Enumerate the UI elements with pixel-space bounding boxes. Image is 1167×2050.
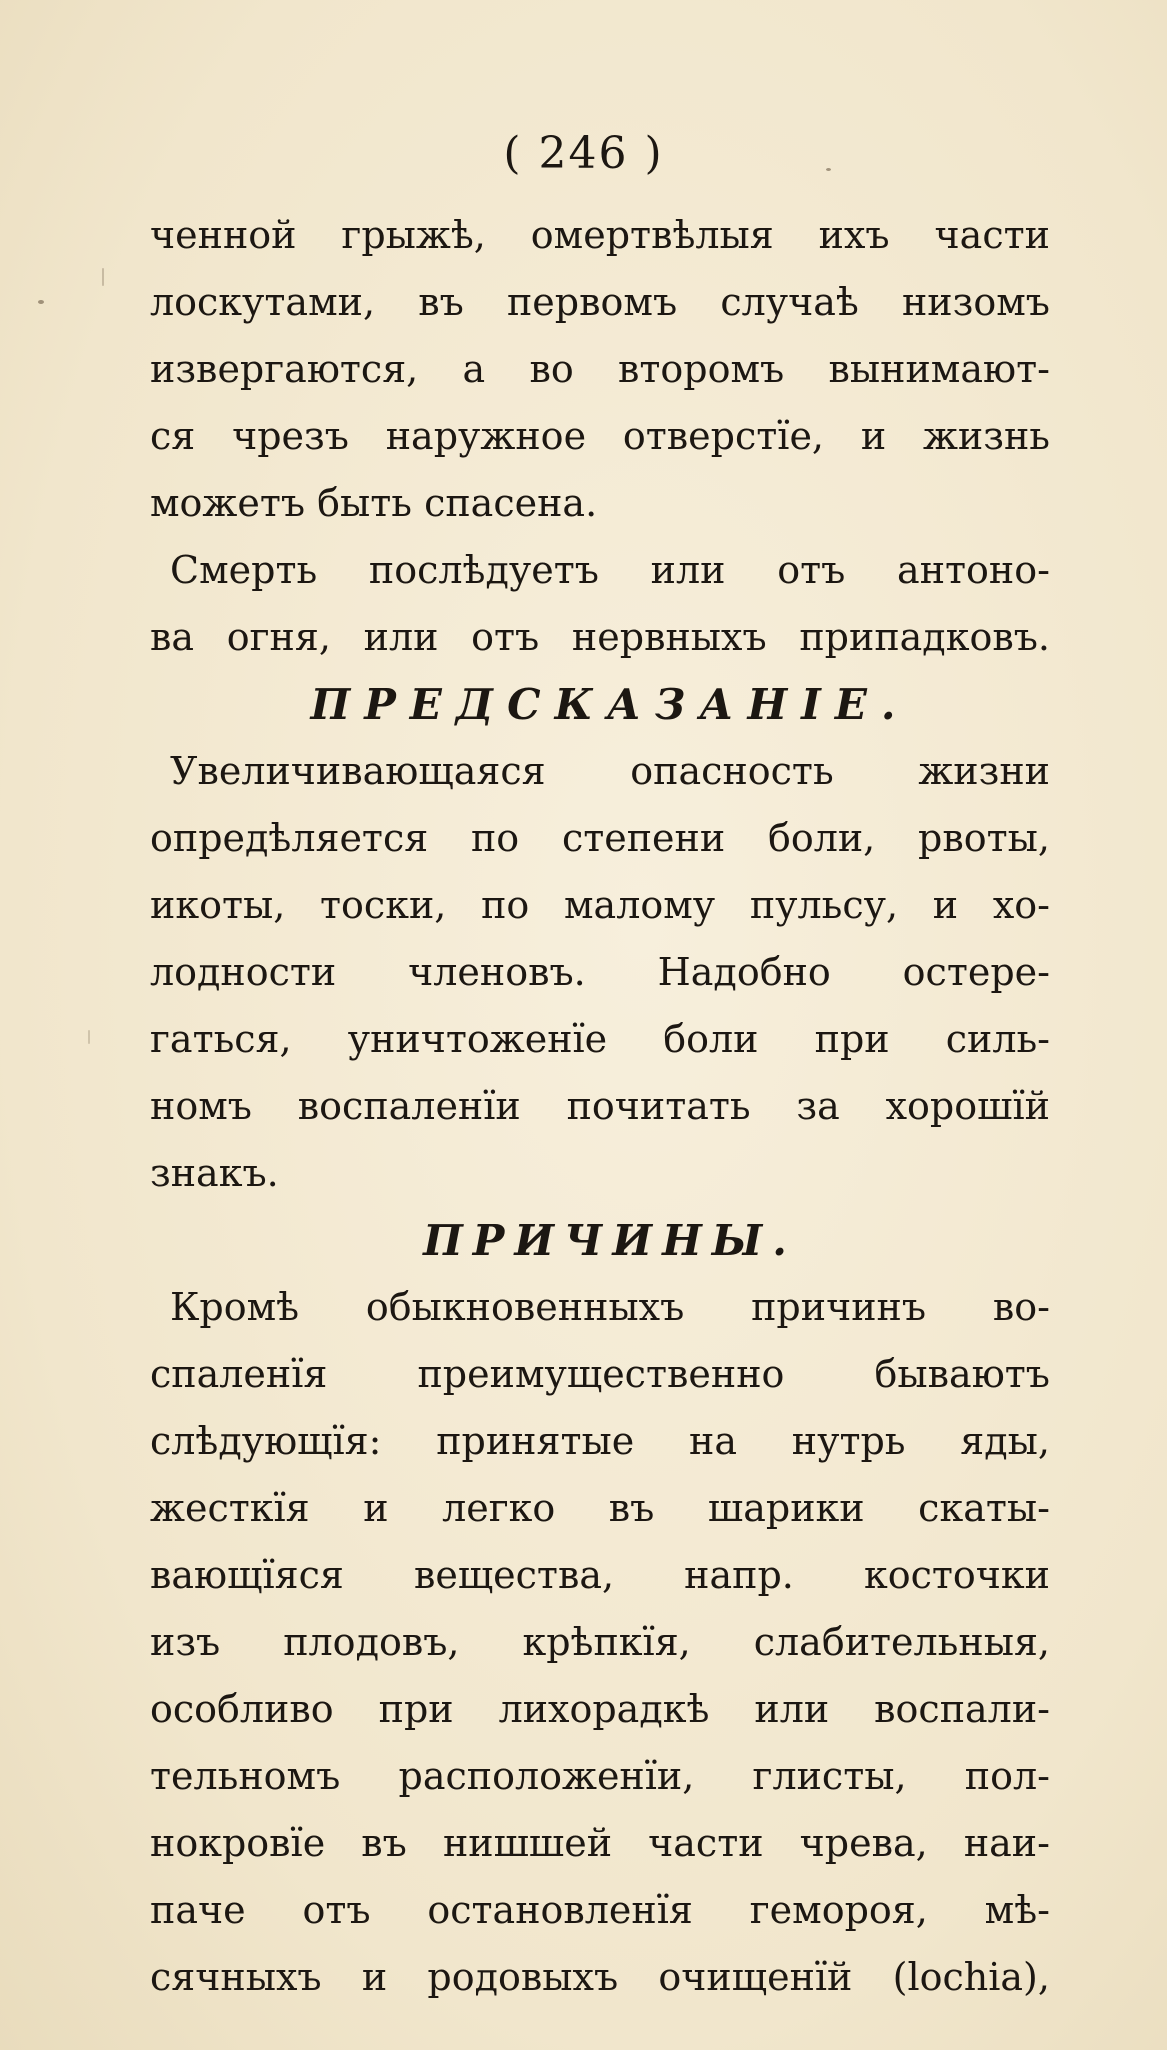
word: послѣдуетъ <box>368 548 599 592</box>
word: второмъ <box>618 347 785 391</box>
word: воспаленїи <box>297 1084 521 1128</box>
word: воспали- <box>874 1687 1050 1731</box>
word: ся <box>150 414 196 458</box>
word: или <box>650 548 726 592</box>
text-line <box>150 1006 1050 1073</box>
word: малому <box>563 883 716 927</box>
word: наи- <box>963 1821 1050 1865</box>
word: боли, <box>767 816 876 860</box>
word: нишшей <box>442 1821 613 1865</box>
text-line: знакъ. <box>150 1151 279 1195</box>
word: принятые <box>436 1419 635 1463</box>
word: глисты, <box>752 1754 907 1798</box>
word: паче <box>150 1888 246 1932</box>
word: причинъ <box>751 1285 927 1329</box>
text-line <box>150 269 1050 336</box>
text-line <box>150 805 1050 872</box>
page-number: ( 246 ) <box>503 128 664 179</box>
word: слѣдующїя: <box>150 1419 382 1463</box>
word: ченной <box>150 213 297 257</box>
word: по <box>481 883 530 927</box>
word: расположенїи, <box>398 1754 695 1798</box>
word: вещества, <box>413 1553 615 1597</box>
text-line <box>150 1944 1050 2011</box>
section-heading-causes: ПРИЧИНЫ. <box>423 1216 797 1265</box>
word: гаться, <box>150 1017 292 1061</box>
word: жизни <box>918 749 1050 793</box>
speck <box>102 268 104 286</box>
word: шарики <box>707 1486 865 1530</box>
word: родовыхъ <box>427 1955 619 1999</box>
word: лихорадкѣ <box>498 1687 710 1731</box>
text-line <box>150 872 1050 939</box>
text-line <box>150 939 1050 1006</box>
word: хо- <box>992 883 1050 927</box>
word: икоты, <box>150 883 286 927</box>
word: во- <box>992 1285 1050 1329</box>
word: въ <box>418 280 464 324</box>
text-line <box>150 1408 1050 1475</box>
body-text <box>150 202 1050 2011</box>
word: легко <box>442 1486 556 1530</box>
word: жизнь <box>922 414 1050 458</box>
word: слабительныя, <box>753 1620 1050 1664</box>
text-line <box>150 604 1050 671</box>
text-line <box>150 336 1050 403</box>
word: лодности <box>150 950 337 994</box>
word: ва <box>150 615 195 659</box>
text-line <box>150 1676 1050 1743</box>
word: Увеличивающаяся <box>170 749 546 793</box>
word: извергаются, <box>150 347 419 391</box>
word: преимущественно <box>417 1352 785 1396</box>
word: мѣ- <box>984 1888 1050 1932</box>
word: тоски, <box>320 883 447 927</box>
word: въ <box>608 1486 655 1530</box>
word: омертвѣлыя <box>530 213 774 257</box>
word: во <box>529 347 574 391</box>
word: яды, <box>960 1419 1050 1463</box>
word: первомъ <box>506 280 678 324</box>
text-line <box>150 1743 1050 1810</box>
word: пол- <box>964 1754 1050 1798</box>
word: косточки <box>863 1553 1050 1597</box>
word: жесткїя <box>150 1486 310 1530</box>
text-line <box>150 738 1050 805</box>
word: нокровїе <box>150 1821 326 1865</box>
word: лоскутами, <box>150 280 376 324</box>
word: ихъ <box>818 213 890 257</box>
word: вающїяся <box>150 1553 344 1597</box>
word: по <box>470 816 520 860</box>
text-line: можетъ быть спасена. <box>150 481 598 525</box>
text-line <box>150 537 1050 604</box>
word: при <box>378 1687 454 1731</box>
speck <box>88 1030 90 1044</box>
word: (lochia), <box>892 1955 1050 1999</box>
word: припадковъ. <box>799 615 1050 659</box>
word: особливо <box>150 1687 334 1731</box>
word: отверстїе, <box>622 414 825 458</box>
word: Кромѣ <box>170 1285 300 1329</box>
word: чрева, <box>799 1821 928 1865</box>
word: отъ <box>471 615 540 659</box>
word: тельномъ <box>150 1754 341 1798</box>
word: скаты- <box>918 1486 1050 1530</box>
word: нутрь <box>791 1419 906 1463</box>
word: на <box>689 1419 737 1463</box>
word: плодовъ, <box>283 1620 460 1664</box>
word: уничтоженїе <box>347 1017 608 1061</box>
word: или <box>363 615 439 659</box>
word: гемороя, <box>749 1888 928 1932</box>
word: и <box>860 414 887 458</box>
word: вынимают- <box>828 347 1050 391</box>
word: огня, <box>226 615 331 659</box>
word: за <box>796 1084 840 1128</box>
word: Надобно <box>657 950 831 994</box>
text-line <box>150 1810 1050 1877</box>
text-line <box>150 1274 1050 1341</box>
word: силь- <box>945 1017 1050 1061</box>
text-line <box>150 1475 1050 1542</box>
word: въ <box>361 1821 407 1865</box>
word: низомъ <box>901 280 1050 324</box>
word: отъ <box>777 548 846 592</box>
word: части <box>648 1821 764 1865</box>
text-line <box>150 202 1050 269</box>
word: крѣпкїя, <box>522 1620 691 1664</box>
text-line <box>150 403 1050 470</box>
word: грыжѣ, <box>341 213 486 257</box>
word: или <box>754 1687 830 1731</box>
word: боли <box>663 1017 759 1061</box>
speck <box>826 168 831 171</box>
word: обыкновенныхъ <box>365 1285 685 1329</box>
word: при <box>814 1017 890 1061</box>
word: почитать <box>566 1084 751 1128</box>
word: отъ <box>302 1888 371 1932</box>
word: и <box>361 1955 388 1999</box>
word: остере- <box>902 950 1050 994</box>
word: остановленїя <box>427 1888 693 1932</box>
speck <box>38 300 44 304</box>
word: хорошїй <box>885 1084 1050 1128</box>
word: нервныхъ <box>571 615 767 659</box>
text-line <box>150 1542 1050 1609</box>
word: и <box>932 883 959 927</box>
word: сячныхъ <box>150 1955 322 1999</box>
word: членовъ. <box>408 950 586 994</box>
word: а <box>462 347 486 391</box>
word: чрезъ <box>232 414 349 458</box>
word: случаѣ <box>720 280 859 324</box>
word: пульсу, <box>749 883 899 927</box>
word: антоно- <box>897 548 1050 592</box>
word: бываютъ <box>874 1352 1050 1396</box>
word: Смерть <box>170 548 318 592</box>
section-heading-prognosis: ПРЕДСКАЗАНIЕ. <box>310 680 910 729</box>
text-line <box>150 1609 1050 1676</box>
text-line <box>150 1877 1050 1944</box>
word: опредѣляется <box>150 816 429 860</box>
word: очищенїй <box>658 1955 853 1999</box>
text-line <box>150 1073 1050 1140</box>
text-line <box>150 1341 1050 1408</box>
word: степени <box>561 816 726 860</box>
word: опасность <box>630 749 834 793</box>
word: номъ <box>150 1084 252 1128</box>
word: части <box>934 213 1050 257</box>
word: напр. <box>684 1553 794 1597</box>
word: изъ <box>150 1620 221 1664</box>
word: и <box>363 1486 389 1530</box>
word: наружное <box>385 414 587 458</box>
word: спаленїя <box>150 1352 328 1396</box>
word: рвоты, <box>918 816 1050 860</box>
